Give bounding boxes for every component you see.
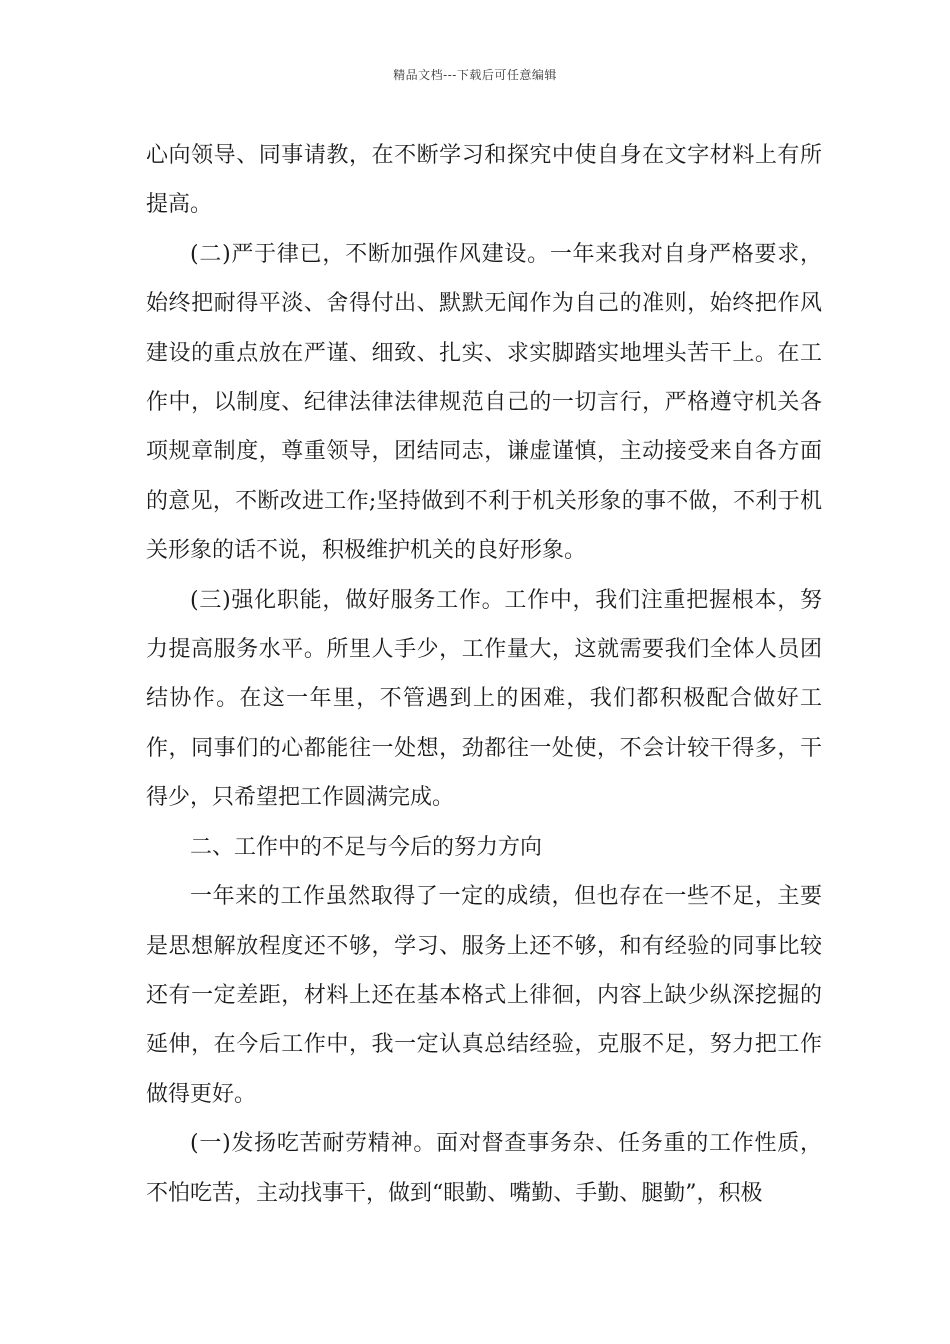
paragraph-continuation: 心向领导、同事请教，在不断学习和探究中使自身在文字材料上有所提高。 <box>146 143 822 218</box>
section-heading-shortcomings: 二、工作中的不足与今后的努力方向 <box>190 834 543 860</box>
paragraph-shortcomings: 一年来的工作虽然取得了一定的成绩，但也存在一些不足，主要是思想解放程度还不够，学习、服务上还不够，和有经验的同事比较还有一定差距，材料上还在基本格式上徘徊，内容上缺少纵深挖掘的延伸，在今后工作中，我一定认真总结经验，克服不足，努力把工作做得更好。 <box>146 884 822 1107</box>
paragraph-service: (三)强化职能，做好服务工作。工作中，我们注重把握根本，努力提高服务水平。所里人手少，工作量大，这就需要我们全体人员团结协作。在这一年里，不管遇到上的困难，我们都积极配合做好工作，同事们的心都能往一处想，劲都往一处使，不会计较干得多，干得少，只希望把工作圆满完成。 <box>146 587 822 811</box>
document-body <box>146 131 822 1218</box>
page-header: 精品文档---下载后可任意编辑 <box>393 68 557 82</box>
paragraph-discipline: (二)严于律已，不断加强作风建设。一年来我对自身严格要求，始终把耐得平淡、舍得付出、默默无闻作为自己的准则，始终把作风建设的重点放在严谨、细致、扎实、求实脚踏实地埋头苦干上。在工作中，以制度、纪律法律法律规范自己的一切言行，严格遵守机关各项规章制度，尊重领导，团结同志，谦虚谨慎，主动接受来自各方面的意见，不断改进工作;坚持做到不利于机关形象的事不做，不利于机关形象的话不说，积极维护机关的良好形象。 <box>146 241 822 564</box>
paragraph-hardwork: (一)发扬吃苦耐劳精神。面对督查事务杂、任务重的工作性质，不怕吃苦，主动找事干，做到“眼勤、嘴勤、手勤、腿勤”，积极 <box>146 1131 822 1206</box>
